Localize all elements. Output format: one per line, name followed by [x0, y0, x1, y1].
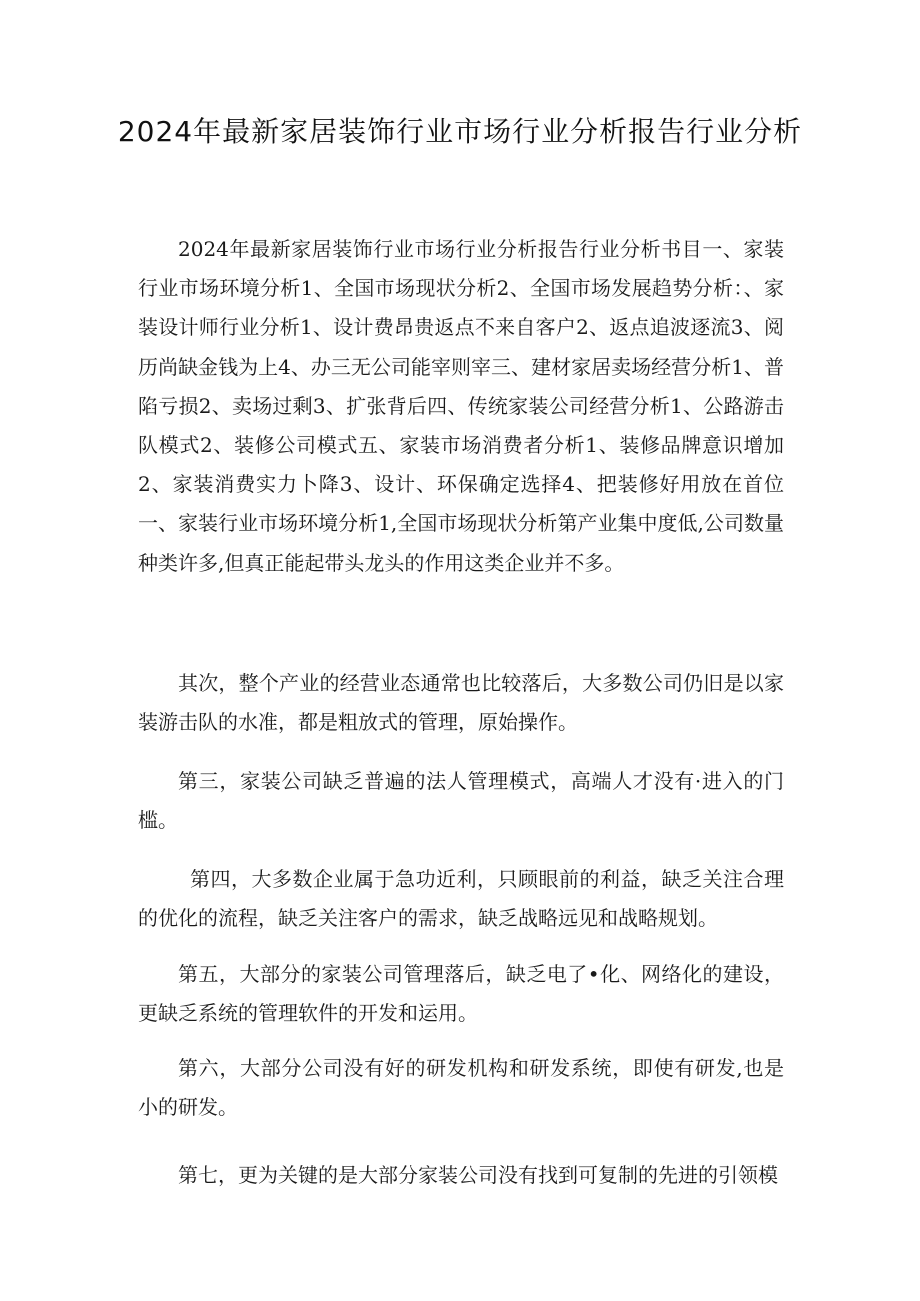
- paragraph-second-point: 其次，整个产业的经营业态通常也比较落后，大多数公司仍旧是以家装游击队的水准，都是粗放式的管理，原始操作。: [138, 671, 784, 734]
- paragraph-fifth-point: 第五，大部分的家装公司管理落后，缺乏电了•化、网络化的建设，更缺乏系统的管理软件的开发和运用。: [138, 962, 784, 1025]
- paragraph-seventh-point: 第七，更为关键的是大部分家装公司没有找到可复制的先进的引领模: [178, 1163, 778, 1187]
- paragraph-fourth-point: 第四，大多数企业属于急功近利，只顾眼前的利益，缺乏关注合理的优化的流程，缺乏关注客户的需求，缺乏战略远见和战略规划。: [138, 867, 784, 930]
- paragraph-sixth-point: 第六，大部分公司没有好的研发机构和研发系统，即使有研发,也是小的研发。: [138, 1056, 784, 1119]
- paragraph-table-of-contents: 2024年最新家居装饰行业市场行业分析报告行业分析书目一、家装行业市场环境分析1、全国市场现状分析2、全国市场发展趋势分析：、家装设计师行业分析1、设计费昂贵返点不来自客户2、返点追波逐流3、阅历尚缺金钱为上4、办三无公司能宰则宰三、建材家居卖场经营分析1、普陷亏损2、卖场过剩3、扩张背后四、传统家装公司经营分析1、公路游击队模式2、装修公司模式五、家装市场消费者分析1、装修品牌意识增加2、家装消费实力卜降3、设计、环保确定选择4、把装修好用放在首位一、家装行业市场环境分析1,全国市场现状分析第产业集中度低,公司数量种类许多,但真正能起带头龙头的作用这类企业并不多。: [138, 237, 784, 575]
- document-title: 2024年最新家居装饰行业市场行业分析报告行业分析: [117, 115, 803, 148]
- paragraph-third-point: 第三，家装公司缺乏普遍的法人管理模式，高端人才没有·进入的门槛。: [138, 769, 784, 832]
